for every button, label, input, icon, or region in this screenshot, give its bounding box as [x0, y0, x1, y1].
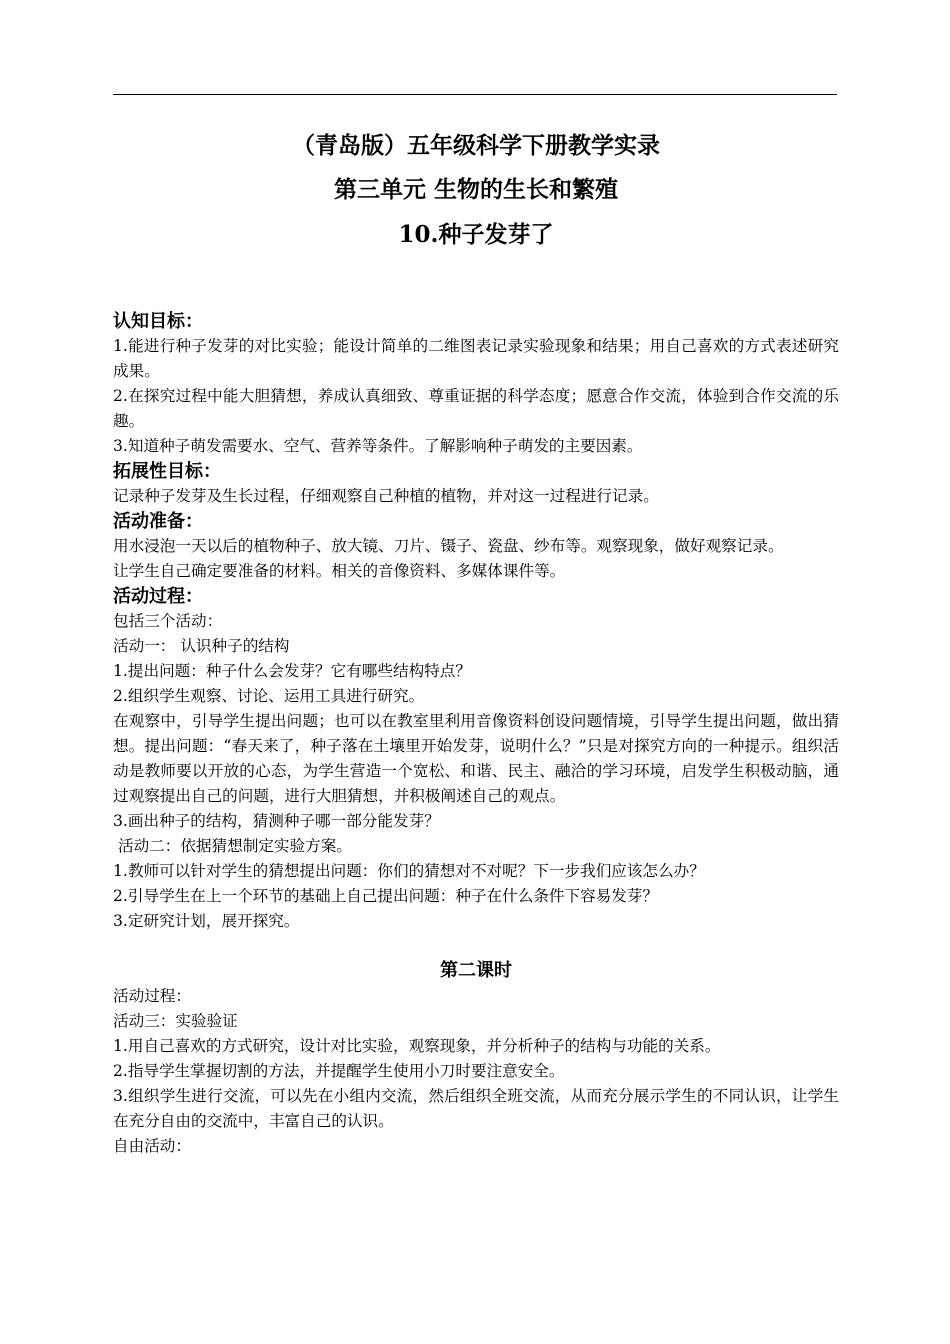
unit-title: 第三单元 生物的生长和繁殖: [333, 176, 618, 203]
lesson2-item: 1.用自己喜欢的方式研究，设计对比实验，观察现象，并分析种子的结构与功能的关系。: [113, 1037, 721, 1055]
header-rule: [113, 94, 837, 95]
process-item: 2.组织学生观察、讨论、运用工具进行研究。: [113, 687, 425, 705]
cognitive-goal-item: 3.知道种子萌发需要水、空气、营养等条件。了解影响种子萌发的主要因素。: [113, 437, 643, 455]
process-item: 2.引导学生在上一个环节的基础上自己提出问题：种子在什么条件下容易发芽？: [113, 887, 659, 905]
lesson2-item: 活动过程：: [113, 987, 191, 1005]
preparation-item: 用水浸泡一天以后的植物种子、放大镜、刀片、镊子、瓷盘、纱布等。观察现象，做好观察记录。: [113, 537, 784, 555]
lesson2-item: 3.组织学生进行交流，可以先在小组内交流，然后组织全班交流，从而充分展示学生的不同认识，让学生在充分自由的交流中，丰富自己的认识。: [113, 1087, 839, 1130]
process-item: 在观察中，引导学生提出问题；也可以在教室里利用音像资料创设问题情境，引导学生提出问题，做出猜想。提出问题：“春天来了，种子落在土壤里开始发芽，说明什么？”只是对探究方向的一种提示。组织活动是教师要以开放的心态，为学生营造一个宽松、和谐、民主、融洽的学习环境，启发学生积极动脑，通过观察提出自己的问题，进行大胆猜想，并积极阐述自己的观点。: [113, 712, 839, 805]
extended-goal-item: 记录种子发芽及生长过程，仔细观察自己种植的植物，并对这一过程进行记录。: [113, 487, 659, 505]
cognitive-goal-item: 2.在探究过程中能大胆猜想，养成认真细致、尊重证据的科学态度；愿意合作交流，体验到合作交流的乐趣。: [113, 387, 839, 430]
lesson-title: 10.种子发芽了: [398, 221, 554, 248]
second-lesson-heading: 第二课时: [440, 960, 512, 981]
lesson2-item: 2.指导学生掌握切割的方法，并提醒学生使用小刀时要注意安全。: [113, 1062, 565, 1080]
lesson2-item: 活动三：实验验证: [113, 1012, 238, 1030]
lesson2-item: 自由活动：: [113, 1137, 191, 1155]
preparation-heading: 活动准备：: [113, 511, 203, 532]
cognitive-goals-heading: 认知目标：: [113, 311, 203, 332]
preparation-item: 让学生自己确定要准备的材料。相关的音像资料、多媒体课件等。: [113, 562, 566, 580]
process-item: 1.教师可以针对学生的猜想提出问题：你们的猜想对不对呢？下一步我们应该怎么办？: [113, 862, 705, 880]
process-item: 活动一： 认识种子的结构: [113, 637, 290, 655]
process-heading: 活动过程：: [113, 586, 203, 607]
process-item: 活动二：依据猜想制定实验方案。: [113, 837, 352, 855]
document-body: [113, 128, 839, 1159]
process-item: 1.提出问题：种子什么会发芽？它有哪些结构特点？: [113, 662, 471, 680]
process-item: 3.定研究计划，展开探究。: [113, 912, 300, 930]
cognitive-goal-item: 1.能进行种子发芽的对比实验；能设计简单的二维图表记录实验现象和结果；用自己喜欢的方式表述研究成果。: [113, 337, 839, 380]
extended-goals-heading: 拓展性目标：: [113, 461, 221, 482]
document-title: （青岛版）五年级科学下册教学实录: [292, 132, 660, 159]
process-item: 3.画出种子的结构，猜测种子哪一部分能发芽？: [113, 812, 440, 830]
process-item: 包括三个活动：: [113, 612, 223, 630]
